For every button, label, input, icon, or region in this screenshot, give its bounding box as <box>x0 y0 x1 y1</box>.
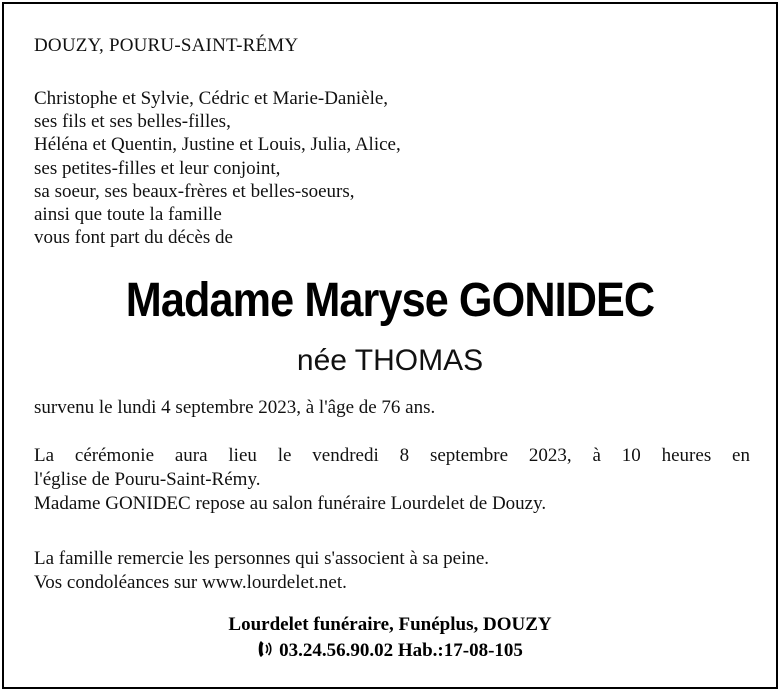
thanks-line: La famille remercie les personnes qui s'associent à sa peine. <box>34 548 490 569</box>
family-line: Héléna et Quentin, Justine et Louis, Julia, Alice, <box>34 134 401 156</box>
ceremony-details <box>34 444 750 516</box>
phone-icon <box>257 640 273 658</box>
ceremony-line: l'église de Pouru-Saint-Rémy. <box>34 469 261 490</box>
ceremony-line: La cérémonie aura lieu le vendredi 8 septembre 2023, à 10 heures en <box>34 445 750 466</box>
death-date-line: survenu le lundi 4 septembre 2023, à l'âge de 76 ans. <box>34 397 436 418</box>
family-line: ainsi que toute la famille <box>34 204 222 226</box>
obituary-notice <box>2 2 778 689</box>
funeral-home-block <box>4 612 776 664</box>
thanks-line: Vos condoléances sur www.lourdelet.net. <box>34 572 347 593</box>
family-line: ses fils et ses belles-filles, <box>34 111 231 133</box>
location-header: DOUZY, POURU-SAINT-RÉMY <box>34 35 299 56</box>
family-line: Christophe et Sylvie, Cédric et Marie-Danièle, <box>34 88 389 109</box>
family-announcement <box>34 87 401 249</box>
maiden-name: née THOMAS <box>296 344 484 377</box>
family-line: ses petites-filles et leur conjoint, <box>34 157 281 179</box>
phone-row <box>4 638 776 664</box>
phone-number: 03.24.56.90.02 Hab.:17-08-105 <box>279 640 523 661</box>
family-line: sa soeur, ses beaux-frères et belles-soeurs, <box>34 180 355 202</box>
ceremony-line: Madame GONIDEC repose au salon funéraire Lourdelet de Douzy. <box>34 493 547 514</box>
thanks-block <box>34 547 489 595</box>
deceased-name: Madame Maryse GONIDEC <box>125 274 655 327</box>
family-line: vous font part du décès de <box>34 227 233 249</box>
funeral-home-name: Lourdelet funéraire, Funéplus, DOUZY <box>228 614 552 635</box>
